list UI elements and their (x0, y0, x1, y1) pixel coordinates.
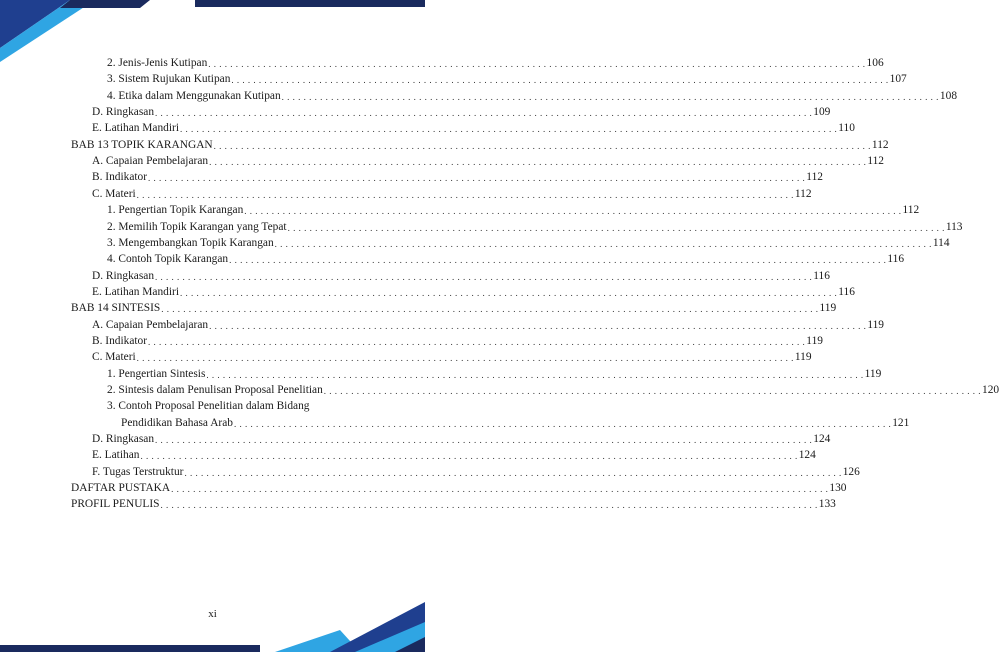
dot-leader: . . . . . . . . . . . . . . . . . . . . . . . . . . . . . . . . . . . . . . . . . . . . . . . . . . . . . . . . . . . . . . . . . . . . . . . . . . . . . . . . . . . . . . . . . . . . . . . . . . . . . . . . . . . . . . . . . . . . . . . . (180, 124, 838, 135)
toc-entry[interactable] (107, 235, 950, 251)
dot-leader: . . . . . . . . . . . . . . . . . . . . . . . . . . . . . . . . . . . . . . . . . . . . . . . . . . . . . . . . . . . . . . . . . . . . . . . . . . . . . . . . . . . . . . . . . . . . . . . . . . . . . . . . . . . . . . . . . . . . . . . . (161, 304, 819, 315)
toc-entry[interactable] (92, 153, 884, 169)
dot-leader: . . . . . . . . . . . . . . . . . . . . . . . . . . . . . . . . . . . . . . . . . . . . . . . . . . . . . . . . . . . . . . . . . . . . . . . . . . . . . . . . . . . . . . . . . . . . . . . . . . . . . . . . . . . . . . . . . . . . . . . . (231, 75, 889, 86)
dot-leader: . . . . . . . . . . . . . . . . . . . . . . . . . . . . . . . . . . . . . . . . . . . . . . . . . . . . . . . . . . . . . . . . . . . . . . . . . . . . . . . . . . . . . . . . . . . . . . . . . . . . . . . . . . . . . . . . . . . . . . . . (171, 484, 829, 495)
toc-entry[interactable] (71, 496, 836, 512)
toc-entry-page: 116 (838, 285, 855, 298)
toc-entry[interactable] (92, 169, 823, 185)
dot-leader: . . . . . . . . . . . . . . . . . . . . . . . . . . . . . . . . . . . . . . . . . . . . . . . . . . . . . . . . . . . . . . . . . . . . . . . . . . . . . . . . . . . . . . . . . . . . . . . . . . . . . . . . . . . . . . . . . . . . . . . . (155, 435, 813, 446)
toc-entry-page: 133 (818, 498, 836, 511)
toc-entry-page: 119 (819, 302, 837, 315)
dot-leader: . . . . . . . . . . . . . . . . . . . . . . . . . . . . . . . . . . . . . . . . . . . . . . . . . . . . . . . . . . . . . . . . . . . . . . . . . . . . . . . . . . . . . . . . . . . . . . . . . . . . . . . . . . . . . . . . . . . . . . . . (140, 451, 798, 462)
toc-entry[interactable] (92, 349, 812, 365)
dot-leader: . . . . . . . . . . . . . . . . . . . . . . . . . . . . . . . . . . . . . . . . . . . . . . . . . . . . . . . . . . . . . . . . . . . . . . . . . . . . . . . . . . . . . . . . . . . . . . . . . . . . . . . . . . . . . . . . . . . . . . . . (213, 140, 871, 151)
toc-entry-label: DAFTAR PUSTAKA (71, 482, 171, 495)
dot-leader: . . . . . . . . . . . . . . . . . . . . . . . . . . . . . . . . . . . . . . . . . . . . . . . . . . . . . . . . . . . . . . . . . . . . . . . . . . . . . . . . . . . . . . . . . . . . . . . . . . . . . . . . . . . . . . . . . . . . . . . . (148, 173, 806, 184)
toc-entry-page: 114 (932, 236, 950, 249)
dot-leader: . . . . . . . . . . . . . . . . . . . . . . . . . . . . . . . . . . . . . . . . . . . . . . . . . . . . . . . . . . . . . . . . . . . . . . . . . . . . . . . . . . . . . . . . . . . . . . . . . . . . . . . . . . . . . . . . . . . . . . . . (180, 287, 838, 298)
toc-entry-label: 3. Sistem Rujukan Kutipan (107, 73, 231, 86)
dot-leader: . . . . . . . . . . . . . . . . . . . . . . . . . . . . . . . . . . . . . . . . . . . . . . . . . . . . . . . . . . . . . . . . . . . . . . . . . . . . . . . . . . . . . . . . . . . . . . . . . . . . . . . . . . . . . . . . . . . . . . . . (244, 206, 902, 217)
toc-entry-label: C. Materi (92, 351, 136, 364)
dot-leader: . . . . . . . . . . . . . . . . . . . . . . . . . . . . . . . . . . . . . . . . . . . . . . . . . . . . . . . . . . . . . . . . . . . . . . . . . . . . . . . . . . . . . . . . . . . . . . . . . . . . . . . . . . . . . . . . . . . . . . . . (233, 418, 892, 429)
toc-entry-page: 119 (864, 367, 882, 380)
toc-entry-page: 108 (939, 89, 958, 102)
toc-entry-label: 3. Contoh Proposal Penelitian dalam Bidang (107, 400, 310, 413)
toc-entry[interactable] (71, 137, 889, 153)
toc-entry-page: 113 (945, 220, 963, 233)
toc-entry-page: 126 (842, 465, 860, 478)
toc-entry-page: 116 (887, 253, 905, 266)
toc-entry-label: 3. Mengembangkan Topik Karangan (107, 236, 274, 249)
toc-entry-label: 2. Memilih Topik Karangan yang Tepat (107, 220, 287, 233)
toc-entry-page: 112 (794, 187, 812, 200)
toc-entry-label: A. Capaian Pembelajaran (92, 318, 209, 331)
toc-entry[interactable] (92, 447, 816, 463)
dot-leader: . . . . . . . . . . . . . . . . . . . . . . . . . . . . . . . . . . . . . . . . . . . . . . . . . . . . . . . . . . . . . . . . . . . . . . . . . . . . . . . . . . . . . . . . . . . . . . . . . . . . . . . . . . . . . . . . . . . . . . . . (160, 500, 818, 511)
toc-entry-page: 110 (838, 122, 855, 135)
toc-entry-label: C. Materi (92, 187, 136, 200)
toc-entry-page: 116 (813, 269, 830, 282)
toc-entry-label: 1. Pengertian Sintesis (107, 367, 206, 380)
toc-entry-label: B. Indikator (92, 334, 148, 347)
toc-entry-label: 2. Jenis-Jenis Kutipan (107, 57, 208, 69)
toc-entry[interactable] (107, 251, 905, 267)
toc-entry-label: E. Latihan Mandiri (92, 285, 179, 298)
toc-entry-label: PROFIL PENULIS (71, 498, 160, 511)
toc-entry-label: 4. Etika dalam Menggunakan Kutipan (107, 89, 281, 102)
dot-leader: . . . . . . . . . . . . . . . . . . . . . . . . . . . . . . . . . . . . . . . . . . . . . . . . . . . . . . . . . . . . . . . . . . . . . . . . . . . . . . . . . . . . . . . . . . . . . . . . . . . . . . . . . . . . . . . . . . . . . . . . (155, 108, 813, 119)
toc-entry-label: A. Capaian Pembelajaran (92, 155, 209, 168)
toc-entry[interactable] (92, 431, 831, 447)
toc-entry[interactable] (92, 333, 823, 349)
dot-leader: . . . . . . . . . . . . . . . . . . . . . . . . . . . . . . . . . . . . . . . . . . . . . . . . . . . . . . . . . . . . . . . . . . . . . . . . . . . . . . . . . . . . . . . . . . . . . . . . . . . . . . . . . . . . . . . . . . . . . . . . (274, 238, 932, 249)
toc-entry-page: 124 (813, 433, 831, 446)
toc-entry-label: D. Ringkasan (92, 433, 155, 446)
toc-entry-label: F. Tugas Terstruktur (92, 465, 184, 478)
toc-entry[interactable] (92, 104, 831, 120)
toc-entry[interactable] (107, 71, 907, 87)
toc-entry-page: 119 (794, 351, 812, 364)
toc-entry-page: 130 (829, 482, 847, 495)
dot-leader: . . . . . . . . . . . . . . . . . . . . . . . . . . . . . . . . . . . . . . . . . . . . . . . . . . . . . . . . . . . . . . . . . . . . . . . . . . . . . . . . . . . . . . . . . . . . . . . . . . . . . . . . . . . . . . . . . . . . . . . . (281, 91, 939, 102)
toc-entry-label: D. Ringkasan (92, 106, 155, 119)
toc-entry[interactable] (107, 88, 958, 104)
toc-entry[interactable] (92, 120, 855, 136)
toc-entry-page: 107 (889, 73, 907, 86)
toc-entry[interactable] (92, 268, 830, 284)
toc-entry[interactable] (107, 382, 999, 398)
dot-leader: . . . . . . . . . . . . . . . . . . . . . . . . . . . . . . . . . . . . . . . . . . . . . . . . . . . . . . . . . . . . . . . . . . . . . . . . . . . . . . . . . . . . . . . . . . . . . . . . . . . . . . . . . . . . . . . . . . . . . . . . (323, 386, 982, 396)
toc-entry-label: Pendidikan Bahasa Arab (121, 416, 233, 429)
dot-leader: . . . . . . . . . . . . . . . . . . . . . . . . . . . . . . . . . . . . . . . . . . . . . . . . . . . . . . . . . . . . . . . . . . . . . . . . . . . . . . . . . . . . . . . . . . . . . . . . . . . . . . . . . . . . . . . . . . . . . . . . (209, 157, 867, 168)
toc-entry-label: 2. Sintesis dalam Penulisan Proposal Penelitian (107, 384, 323, 396)
dot-leader: . . . . . . . . . . . . . . . . . . . . . . . . . . . . . . . . . . . . . . . . . . . . . . . . . . . . . . . . . . . . . . . . . . . . . . . . . . . . . . . . . . . . . . . . . . . . . . . . . . . . . . . . . . . . . . . . . . . . . . . . (184, 467, 842, 478)
dot-leader: . . . . . . . . . . . . . . . . . . . . . . . . . . . . . . . . . . . . . . . . . . . . . . . . . . . . . . . . . . . . . . . . . . . . . . . . . . . . . . . . . . . . . . . . . . . . . . . . . . . . . . . . . . . . . . . . . . . . . . . . (208, 59, 866, 69)
toc-entry-page: 121 (892, 416, 910, 429)
dot-leader: . . . . . . . . . . . . . . . . . . . . . . . . . . . . . . . . . . . . . . . . . . . . . . . . . . . . . . . . . . . . . . . . . . . . . . . . . . . . . . . . . . . . . . . . . . . . . . . . . . . . . . . . . . . . . . . . . . . . . . . . (209, 320, 867, 331)
toc-entry[interactable] (71, 480, 847, 496)
toc-entry-page: 120 (982, 384, 999, 396)
toc-entry-label: E. Latihan (92, 449, 140, 462)
dot-leader: . . . . . . . . . . . . . . . . . . . . . . . . . . . . . . . . . . . . . . . . . . . . . . . . . . . . . . . . . . . . . . . . . . . . . . . . . . . . . . . . . . . . . . . . . . . . . . . . . . . . . . . . . . . . . . . . . . . . . . . . (229, 255, 887, 266)
toc-entry-page: 112 (902, 204, 920, 217)
toc-entry-label: 1. Pengertian Topik Karangan (107, 204, 244, 217)
toc-entry-page: 119 (867, 318, 884, 331)
dot-leader: . . . . . . . . . . . . . . . . . . . . . . . . . . . . . . . . . . . . . . . . . . . . . . . . . . . . . . . . . . . . . . . . . . . . . . . . . . . . . . . . . . . . . . . . . . . . . . . . . . . . . . . . . . . . . . . . . . . . . . . . (148, 336, 806, 347)
toc-entry[interactable] (92, 464, 860, 480)
toc-entry-page: 106 (866, 57, 884, 69)
dot-leader: . . . . . . . . . . . . . . . . . . . . . . . . . . . . . . . . . . . . . . . . . . . . . . . . . . . . . . . . . . . . . . . . . . . . . . . . . . . . . . . . . . . . . . . . . . . . . . . . . . . . . . . . . . . . . . . . . . . . . . . . (155, 271, 813, 282)
toc-entry-page: 109 (813, 106, 831, 119)
dot-leader: . . . . . . . . . . . . . . . . . . . . . . . . . . . . . . . . . . . . . . . . . . . . . . . . . . . . . . . . . . . . . . . . . . . . . . . . . . . . . . . . . . . . . . . . . . . . . . . . . . . . . . . . . . . . . . . . . . . . . . . . (206, 369, 864, 380)
toc-entry-page: 112 (806, 171, 823, 184)
toc-entry-label: BAB 14 SINTESIS (71, 302, 161, 315)
dot-leader: . . . . . . . . . . . . . . . . . . . . . . . . . . . . . . . . . . . . . . . . . . . . . . . . . . . . . . . . . . . . . . . . . . . . . . . . . . . . . . . . . . . . . . . . . . . . . . . . . . . . . . . . . . . . . . . . . . . . . . . . (136, 189, 794, 200)
toc-entry[interactable] (107, 219, 963, 235)
toc-entry[interactable] (92, 317, 884, 333)
dot-leader: . . . . . . . . . . . . . . . . . . . . . . . . . . . . . . . . . . . . . . . . . . . . . . . . . . . . . . . . . . . . . . . . . . . . . . . . . . . . . . . . . . . . . . . . . . . . . . . . . . . . . . . . . . . . . . . . . . . . . . . . (287, 222, 945, 233)
toc-entry-page: 112 (867, 155, 884, 168)
dot-leader: . . . . . . . . . . . . . . . . . . . . . . . . . . . . . . . . . . . . . . . . . . . . . . . . . . . . . . . . . . . . . . . . . . . . . . . . . . . . . . . . . . . . . . . . . . . . . . . . . . . . . . . . . . . . . . . . . . . . . . . . (136, 353, 794, 364)
toc-entry[interactable] (92, 186, 812, 202)
toc-entry-page: 119 (806, 334, 823, 347)
toc-entry[interactable] (107, 202, 920, 218)
toc-entry-label: E. Latihan Mandiri (92, 122, 179, 135)
toc-entry[interactable] (92, 284, 855, 300)
toc-entry-label: D. Ringkasan (92, 269, 155, 282)
toc-entry-label: BAB 13 TOPIK KARANGAN (71, 138, 213, 151)
toc-entry-page: 112 (871, 138, 889, 151)
toc-entry-label: B. Indikator (92, 171, 148, 184)
toc-entry[interactable] (71, 300, 837, 316)
toc-entry[interactable] (107, 366, 882, 382)
toc-entry[interactable] (107, 55, 884, 71)
page-number: xi (208, 608, 217, 620)
toc-entry-page: 124 (798, 449, 816, 462)
toc-entry-label: 4. Contoh Topik Karangan (107, 253, 229, 266)
toc-entry[interactable] (121, 415, 910, 431)
